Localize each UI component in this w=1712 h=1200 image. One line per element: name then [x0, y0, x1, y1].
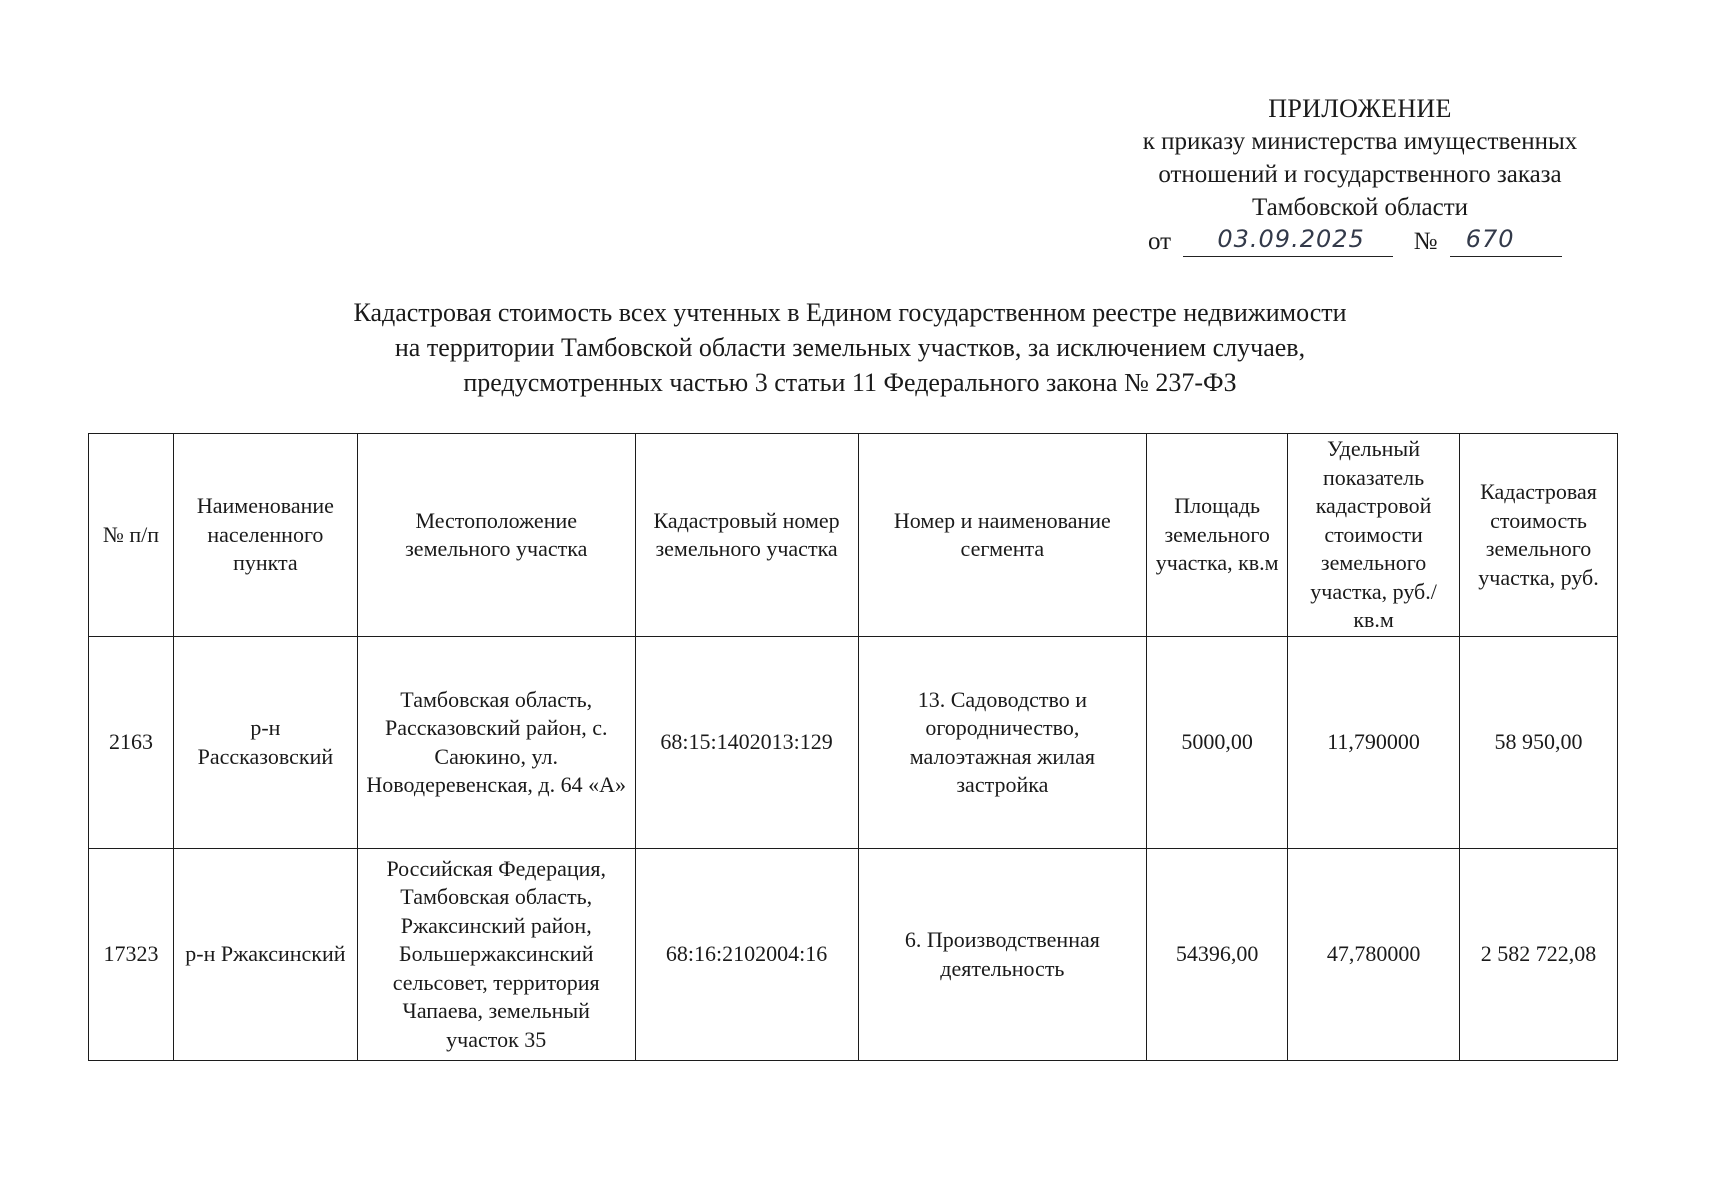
title-line: на территории Тамбовской области земельных участков, за исключением случаев,: [394, 333, 1306, 362]
header-cell-unit-value: Удельный показатель кадастровой стоимости земельного участка, руб./кв.м: [1288, 434, 1460, 637]
document-title: [140, 295, 1560, 400]
cadastral-value-table: [88, 433, 1618, 1061]
header-cell-number: № п/п: [89, 434, 174, 637]
cell-segment: 13. Садоводство и огородничество, малоэтажная жилая застройка: [858, 637, 1147, 849]
header-cell-location: Местоположение земельного участка: [357, 434, 635, 637]
cell-area: 5000,00: [1147, 637, 1288, 849]
cell-number: 2163: [89, 637, 174, 849]
date-blank: [1183, 226, 1393, 257]
cell-unit-value: 11,790000: [1288, 637, 1460, 849]
cell-cadastral-value: 2 582 722,08: [1460, 849, 1618, 1061]
handwritten-number: 670: [1465, 225, 1515, 253]
order-date-number-line: [1148, 226, 1562, 257]
cell-location: Тамбовская область, Рассказовский район, с. Саюкино, ул. Новодеревенская, д. 64 «А»: [357, 637, 635, 849]
cell-cadastral-number: 68:15:1402013:129: [635, 637, 858, 849]
appendix-line: к приказу министерства имущественных: [1142, 128, 1578, 155]
appendix-block: [1080, 92, 1640, 224]
cell-locality: р-н Рассказовский: [173, 637, 357, 849]
table-row: [89, 849, 1618, 1061]
header-cell-cadastral-value: Кадастровая стоимость земельного участка, руб.: [1460, 434, 1618, 637]
table-header-row: [89, 434, 1618, 637]
header-cell-locality: Наименование населенного пункта: [173, 434, 357, 637]
number-blank: [1450, 226, 1562, 257]
header-cell-segment: Номер и наименование сегмента: [858, 434, 1147, 637]
title-line: предусмотренных частью 3 статьи 11 Федерального закона № 237-ФЗ: [463, 368, 1237, 397]
date-label: от: [1148, 228, 1172, 255]
handwritten-date: 03.09.2025: [1217, 225, 1365, 253]
appendix-line: отношений и государственного заказа: [1158, 161, 1562, 188]
cell-cadastral-value: 58 950,00: [1460, 637, 1618, 849]
cell-number: 17323: [89, 849, 174, 1061]
header-cell-cadastral-number: Кадастровый номер земельного участка: [635, 434, 858, 637]
cell-segment: 6. Производственная деятельность: [858, 849, 1147, 1061]
number-label: №: [1413, 228, 1438, 255]
cell-cadastral-number: 68:16:2102004:16: [635, 849, 858, 1061]
appendix-heading: ПРИЛОЖЕНИЕ: [1268, 94, 1452, 123]
table-row: [89, 637, 1618, 849]
header-cell-area: Площадь земельного участка, кв.м: [1147, 434, 1288, 637]
cell-area: 54396,00: [1147, 849, 1288, 1061]
cell-locality: р-н Ржаксинский: [173, 849, 357, 1061]
cell-location: Российская Федерация, Тамбовская область, Ржаксинский район, Большержаксинский сельсовет, территория Чапаева, земельный участок 35: [357, 849, 635, 1061]
title-line: Кадастровая стоимость всех учтенных в Едином государственном реестре недвижимости: [353, 298, 1347, 327]
appendix-line: Тамбовской области: [1251, 194, 1469, 221]
cell-unit-value: 47,780000: [1288, 849, 1460, 1061]
